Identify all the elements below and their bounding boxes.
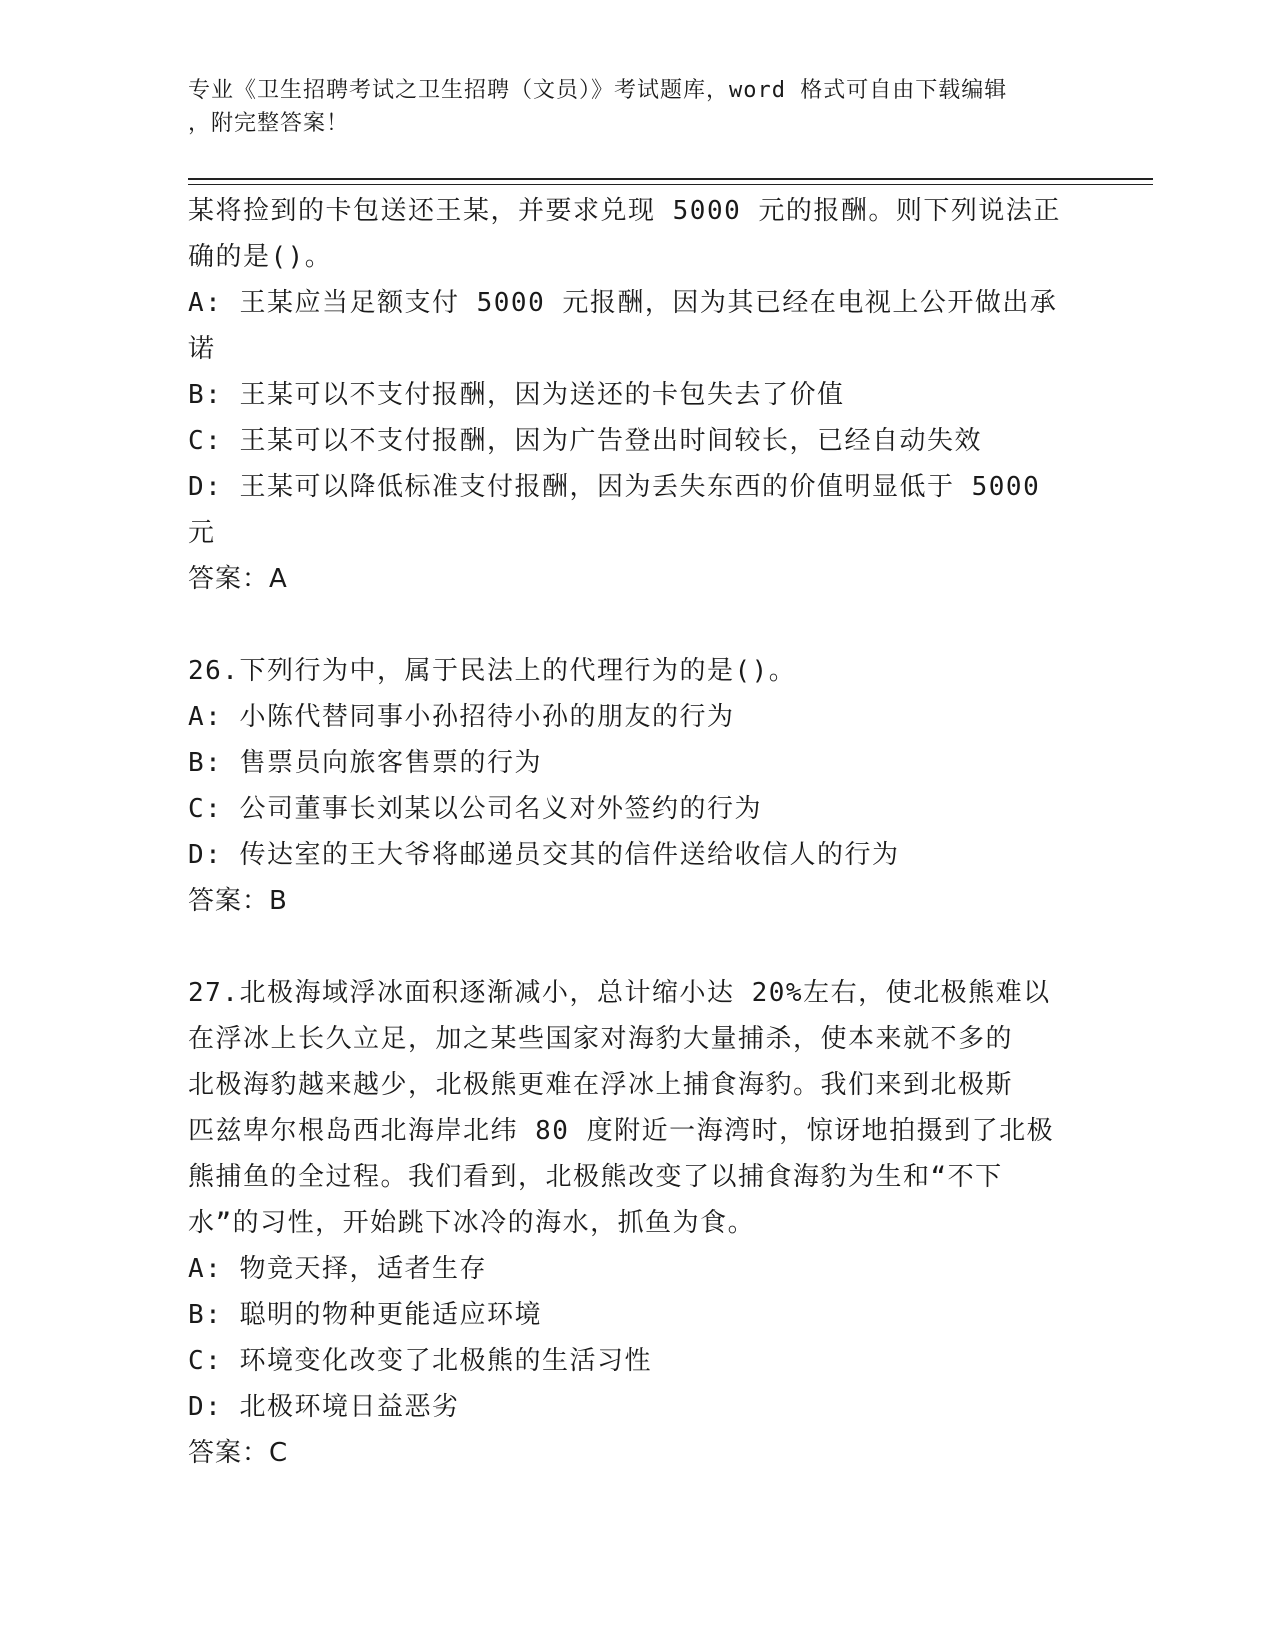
question-stem-line: 27.北极海域浮冰面积逐渐减小，总计缩小达 20%左右，使北极熊难以 — [188, 978, 1051, 1008]
question-stem-line: 北极海豹越来越少，北极熊更难在浮冰上捕食海豹。我们来到北极斯 — [188, 1070, 1014, 1100]
question-stem: 26.下列行为中，属于民法上的代理行为的是()。 — [188, 656, 797, 686]
question-stem-line: 确的是()。 — [188, 242, 333, 272]
question-26 — [188, 648, 1088, 924]
question-spacer — [188, 924, 1088, 970]
answer-label: 答案：C — [188, 1438, 289, 1468]
question-25 — [188, 188, 1088, 602]
header-line-2: ，附完整答案！ — [188, 111, 350, 136]
answer-label: 答案：B — [188, 886, 288, 916]
option-c: C: 环境变化改变了北极熊的生活习性 — [188, 1346, 652, 1376]
option-d-continued: 元 — [188, 518, 216, 548]
header-divider-thin — [188, 184, 1153, 185]
option-d: D: 传达室的王大爷将邮递员交其的信件送给收信人的行为 — [188, 840, 900, 870]
option-a: A: 物竞天择，适者生存 — [188, 1254, 487, 1284]
option-c: C: 王某可以不支付报酬，因为广告登出时间较长，已经自动失效 — [188, 426, 982, 456]
question-spacer — [188, 602, 1088, 648]
header-divider-thick — [188, 178, 1153, 180]
document-body — [188, 188, 1088, 1476]
option-d: D: 北极环境日益恶劣 — [188, 1392, 460, 1422]
option-a: A: 小陈代替同事小孙招待小孙的朋友的行为 — [188, 702, 735, 732]
question-stem-line: 某将捡到的卡包送还王某，并要求兑现 5000 元的报酬。则下列说法正 — [188, 196, 1061, 226]
question-stem-line: 匹兹卑尔根岛西北海岸北纬 80 度附近一海湾时，惊讶地拍摄到了北极 — [188, 1116, 1055, 1146]
option-b: B: 王某可以不支付报酬，因为送还的卡包失去了价值 — [188, 380, 845, 410]
option-d: D: 王某可以降低标准支付报酬，因为丢失东西的价值明显低于 5000 — [188, 472, 1041, 502]
question-stem-line: 水”的习性，开始跳下冰冷的海水，抓鱼为食。 — [188, 1208, 756, 1238]
document-header — [188, 74, 1068, 140]
option-a-continued: 诺 — [188, 334, 216, 364]
option-b: B: 聪明的物种更能适应环境 — [188, 1300, 542, 1330]
question-27 — [188, 970, 1088, 1476]
question-stem-line: 熊捕鱼的全过程。我们看到，北极熊改变了以捕食海豹为生和“不下 — [188, 1162, 1003, 1192]
option-b: B: 售票员向旅客售票的行为 — [188, 748, 542, 778]
answer-label: 答案：A — [188, 564, 288, 594]
question-stem-line: 在浮冰上长久立足，加之某些国家对海豹大量捕杀，使本来就不多的 — [188, 1024, 1014, 1054]
option-c: C: 公司董事长刘某以公司名义对外签约的行为 — [188, 794, 762, 824]
option-a: A: 王某应当足额支付 5000 元报酬，因为其已经在电视上公开做出承 — [188, 288, 1058, 318]
header-line-1: 专业《卫生招聘考试之卫生招聘（文员）》考试题库，word 格式可自由下载编辑 — [188, 78, 1008, 103]
